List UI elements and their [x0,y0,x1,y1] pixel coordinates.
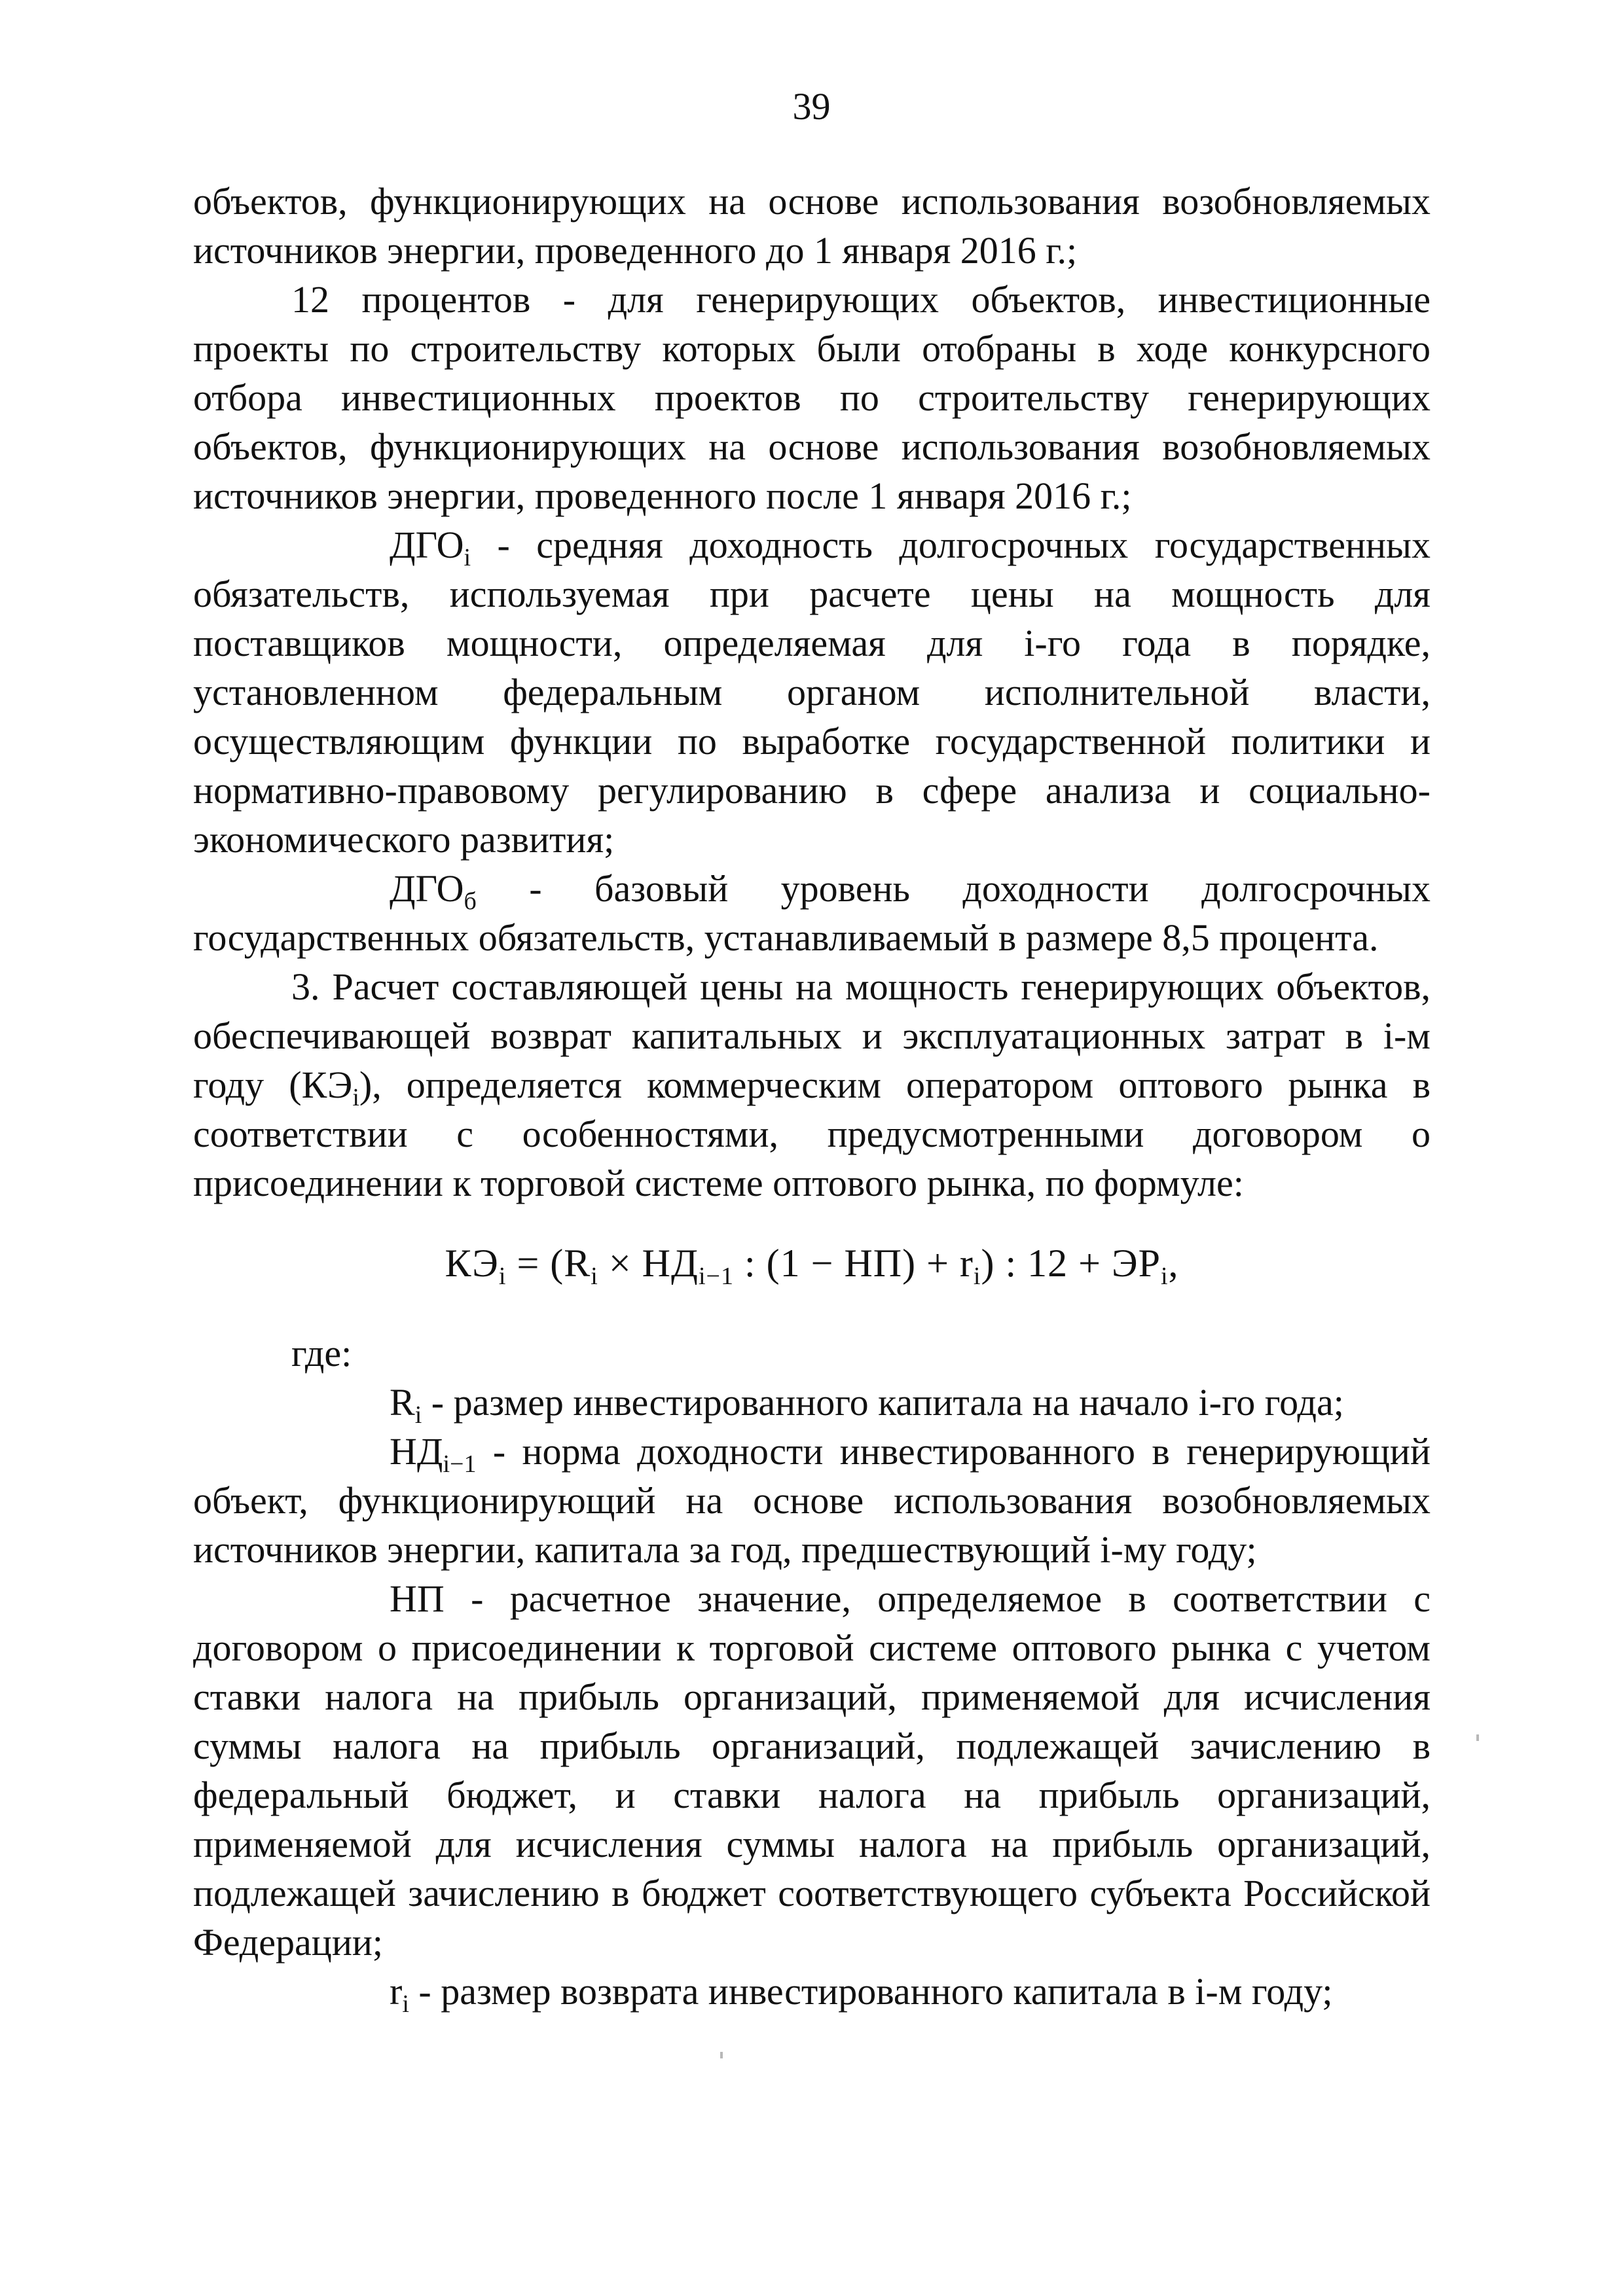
subscript-b: б [464,888,477,915]
scan-speck [1476,1734,1479,1741]
paragraph-section-3: 3. Расчет составляющей цены на мощность генерирующих объектов, обеспечивающей возврат капитальных и эксплуатационных затрат в i-м году $(КЭ_i)$, определяется коммерческим оператором оптового рынка в соответствии с особенностями, предусмотренными договором о присоединении к торговой системе оптового рынка, по формуле: [193,965,1431,1204]
variable-np: НП [390,1577,445,1620]
subscript-i: i [352,1084,359,1111]
definition-r-i: $R_i$ - размер инвестированного капитала на начало i-го года; [193,1378,1431,1427]
definition-dgo-i [193,520,1431,864]
scan-speck [720,2052,723,2058]
definition-text: - средняя доходность долгосрочных государственных обязательств, используемая при расчете цены на мощность для поставщиков мощности, определяемая для i-го года в порядке, установленном федеральным органом исполнительной власти, осуществляющим функции по выработке государственной политики и нормативно-правовому регулированию в сфере анализа и социально-экономического развития; [193,524,1431,861]
paragraph-12-percent: 12 процентов - для генерирующих объектов, инвестиционные проекты по строительству которых были отобраны в ходе конкурсного отбора инвестиционных проектов по строительству генерирующих объектов, функционирующих на основе использования возобновляемых источников энергии, проведенного после 1 января 2016 г.; [193,278,1431,517]
variable-dgo-base: $ДГО_б$ [390,867,477,915]
document-body [193,177,1431,2016]
variable-r-small: $r_i$ [390,1970,409,2018]
definition-text: - базовый уровень доходности долгосрочных государственных обязательств, устанавливаемый в размере 8,5 процента. [193,867,1431,959]
definition-nd: $НД_{i-1}$ - норма доходности инвестированного в генерирующий объект, функционирующий на основе использования возобновляемых источников энергии, капитала за год, предшествующий i-му году; [193,1427,1431,1574]
variable-r: $R_i$ [390,1381,422,1429]
definition-dgo-b [193,864,1431,962]
definition-r-small: $r_i$ - размер возврата инвестированного капитала в i-м году; [193,1967,1431,2016]
variable-dgo: $ДГО_i$ [390,524,471,571]
formula-ke: $КЭ_i = (R_i \times НД_{i-1}$ : $(1 - НП) + r_i$) : $12 + ЭР_i$, [445,1242,1179,1290]
subscript-i: i [464,544,471,571]
page-number: 39 [792,85,831,128]
paragraph-continuation: объектов, функционирующих на основе использования возобновляемых источников энергии, проведенного до 1 января 2016 г.; [193,180,1431,272]
where-label: где: [291,1332,352,1374]
variable-nd: $НД_{i-1}$ [390,1430,477,1478]
definition-np: НП - расчетное значение, определяемое в соответствии с договором о присоединении к торговой системе оптового рынка с учетом ставки налога на прибыль организаций, применяемой для исчисления суммы налога на прибыль организаций, подлежащей зачислению в федеральный бюджет, и ставки налога на прибыль организаций, применяемой для исчисления суммы налога на прибыль организаций, подлежащей зачислению в бюджет соответствующего субъекта Российской Федерации; [193,1574,1431,1967]
